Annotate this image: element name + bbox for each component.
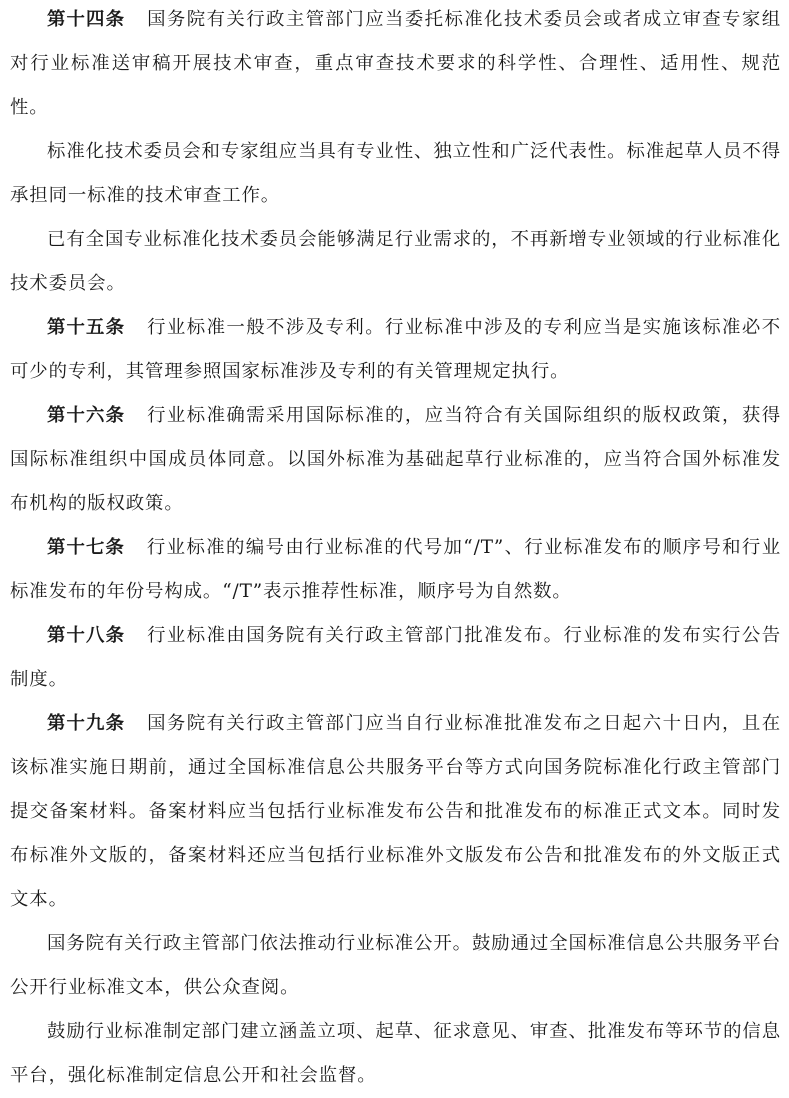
article-17-paragraph: [10, 526, 781, 614]
article-19-paragraph: [10, 702, 781, 922]
article-number: 第十七条: [47, 537, 125, 558]
paragraph-text: 行业标准一般不涉及专利。行业标准中涉及的专利应当是实施该标准必不可少的专利，其管理参照国家标准涉及专利的有关管理规定执行。: [10, 317, 781, 382]
paragraph-text: 行业标准确需采用国际标准的，应当符合有关国际组织的版权政策，获得国际标准组织中国成员体同意。以国外标准为基础起草行业标准的，应当符合国外标准发布机构的版权政策。: [10, 405, 781, 514]
article-14-paragraph-2: [10, 130, 781, 218]
article-14-paragraph-3: [10, 218, 781, 306]
article-18-paragraph: [10, 614, 781, 702]
article-14-paragraph: [10, 0, 781, 130]
article-19-paragraph-3: [10, 1010, 781, 1098]
article-number: 第十八条: [47, 625, 126, 646]
article-number: 第十六条: [47, 405, 126, 426]
article-16-paragraph: [10, 394, 781, 526]
article-number: 第十四条: [47, 9, 126, 30]
paragraph-text: 已有全国专业标准化技术委员会能够满足行业需求的，不再新增专业领域的行业标准化技术委员会。: [10, 229, 781, 294]
article-number: 第十五条: [47, 317, 126, 338]
paragraph-text: 国务院有关行政主管部门依法推动行业标准公开。鼓励通过全国标准信息公共服务平台公开行业标准文本，供公众查阅。: [10, 933, 781, 998]
paragraph-text: 标准化技术委员会和专家组应当具有专业性、独立性和广泛代表性。标准起草人员不得承担同一标准的技术审查工作。: [10, 141, 781, 206]
paragraph-text: 国务院有关行政主管部门应当委托标准化技术委员会或者成立审查专家组对行业标准送审稿开展技术审查，重点审查技术要求的科学性、合理性、适用性、规范性。: [10, 9, 781, 118]
paragraph-text: 鼓励行业标准制定部门建立涵盖立项、起草、征求意见、审查、批准发布等环节的信息平台，强化标准制定信息公开和社会监督。: [10, 1021, 781, 1086]
paragraph-text: 行业标准由国务院有关行政主管部门批准发布。行业标准的发布实行公告制度。: [10, 625, 781, 690]
article-number: 第十九条: [47, 713, 126, 734]
paragraph-text: 行业标准的编号由行业标准的代号加“/T”、行业标准发布的顺序号和行业标准发布的年份号构成。“/T”表示推荐性标准，顺序号为自然数。: [10, 537, 781, 602]
article-15-paragraph: [10, 306, 781, 394]
paragraph-text: 国务院有关行政主管部门应当自行业标准批准发布之日起六十日内，且在该标准实施日期前，通过全国标准信息公共服务平台等方式向国务院标准化行政主管部门提交备案材料。备案材料应当包括行业标准发布公告和批准发布的标准正式文本。同时发布标准外文版的，备案材料还应当包括行业标准外文版发布公告和批准发布的外文版正式文本。: [10, 713, 781, 910]
article-19-paragraph-2: [10, 922, 781, 1010]
